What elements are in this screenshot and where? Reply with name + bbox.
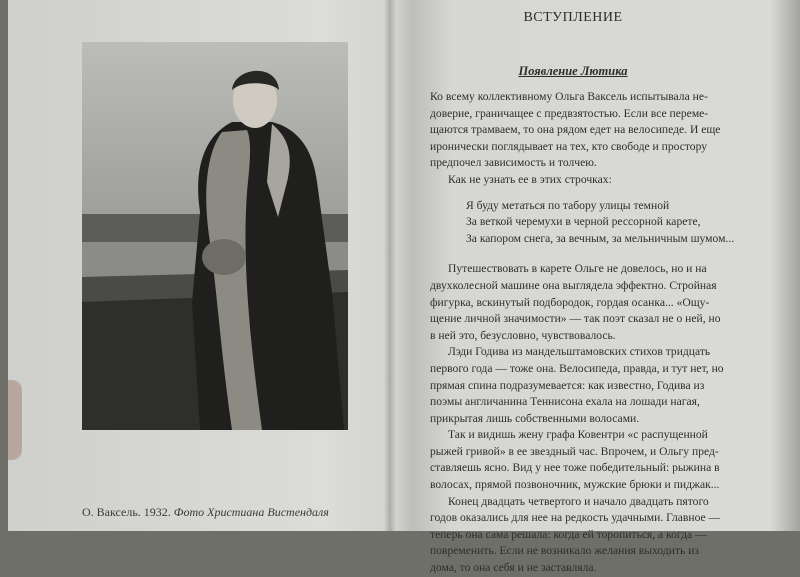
text-line: прямая спина подразумевается: как известно, Годива из <box>430 378 705 392</box>
text-line: поэмы англичанина Теннисона ехала на лошади нагая, <box>430 395 700 409</box>
paragraph-2: Как не узнать ее в этих строчках: <box>448 172 612 186</box>
poem-line: Я буду метаться по табору улицы темной <box>466 198 670 212</box>
text-line: ставляешь ясно. Вид у нее тоже победительный: рыжина в <box>430 461 720 475</box>
body-text <box>430 89 760 577</box>
paragraph-3-cont <box>430 278 760 344</box>
text-line: повременить. Если не возникало желания выходить из <box>430 544 699 558</box>
paragraph-3 <box>430 261 760 278</box>
paragraph-5 <box>430 427 760 493</box>
running-head: ВСТУПЛЕНИЕ <box>523 10 623 25</box>
text-line: прикрытая лишь собственными волосами. <box>430 411 640 425</box>
text-line: теперь она сама решала: когда ей торопиться, а когда — <box>430 527 707 541</box>
portrait-photo <box>82 42 348 430</box>
section-title: Появление Лютика <box>518 64 628 78</box>
text-line: годов оказались для нее на редкость удачными. Главное — <box>430 511 721 525</box>
caption-text: О. Ваксель. 1932. <box>82 505 174 519</box>
text-line: предпочел зависимость и толчею. <box>430 156 597 170</box>
book-gutter <box>384 0 396 531</box>
text-line: Так и видишь жену графа Ковентри «с распущенной <box>448 428 708 442</box>
text-line: доверие, граничащее с предвзятостью. Если все переме- <box>430 106 709 120</box>
paragraph-4 <box>430 344 760 427</box>
poem-line: За капором снега, за вечным, за мельничным шумом... <box>466 231 735 245</box>
text-line: Путешествовать в карете Ольге не довелось, но и на <box>448 262 707 276</box>
text-line: волосах, прямой позвоночник, мужские брюки и пиджак... <box>430 478 720 492</box>
page-edge-shadow <box>770 0 800 531</box>
poem-quote <box>466 198 760 248</box>
text-line: Лэди Годива из мандельштамовских стихов тридцать <box>448 345 711 359</box>
text-line: иронически поглядывает на тех, кто свободе и простору <box>430 139 708 153</box>
text-line: в ней это, безусловно, чувствовалось. <box>430 328 616 342</box>
text-line: первого года — тоже она. Велосипеда, правда, и тут нет, но <box>430 361 724 375</box>
text-line: рыжей гривой» в ее звездный час. Впрочем, и Ольгу пред- <box>430 444 719 458</box>
book-spread <box>8 0 800 575</box>
paragraph-6 <box>430 494 760 577</box>
poem-line: За веткой черемухи в черной рессорной карете, <box>466 215 701 229</box>
text-line: дома, то она себя и не заставляла. <box>430 561 597 575</box>
text-line: Ко всему коллективному Ольга Ваксель испытывала не- <box>430 90 708 103</box>
text-line: двухколесной машине она выглядела эффектно. Стройная <box>430 278 717 292</box>
text-line: щение личной значимости» — так поэт сказал не о ней, но <box>430 312 721 326</box>
text-line: Конец двадцать четвертого и начало двадцать пятого <box>448 494 709 508</box>
thumb <box>8 380 22 460</box>
text-line: фигурка, вскинутый подбородок, гордая осанка... «Ощу- <box>430 295 710 309</box>
paragraph-1 <box>430 89 760 172</box>
caption-credit: Фото Христиана Вистендаля <box>173 505 329 519</box>
photo-caption <box>82 505 382 520</box>
text-line: щаются трамваем, то она рядом едет на велосипеде. И еще <box>430 123 721 137</box>
